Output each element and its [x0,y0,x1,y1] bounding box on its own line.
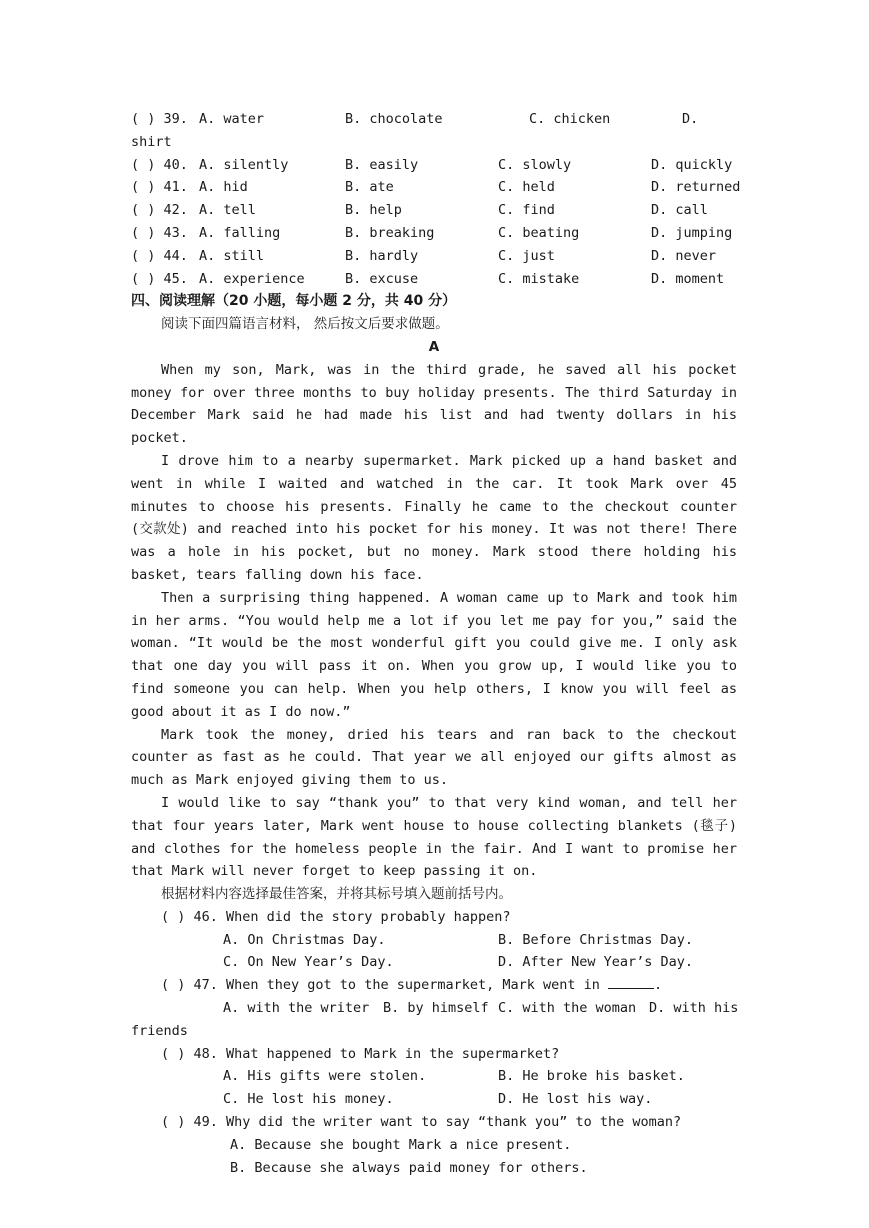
option-a: A. hid [199,179,248,196]
option-b: B. chocolate [345,111,443,127]
cloze-row-44 [131,245,737,268]
option-c: C. On New Year’s Day. [223,954,394,971]
option-c: C. with the woman [498,1000,637,1017]
cloze-row-45 [131,268,737,291]
question-49 [131,1111,737,1134]
question-48-options-row1 [131,1065,737,1088]
option-a: A. experience [199,270,305,287]
option-d: D. call [651,202,708,219]
section-instruction: 阅读下面四篇语言材料， 然后按文后要求做题。 [161,316,449,333]
option-b: B. breaking [345,224,435,241]
paragraph: I would like to say “thank you” to that very kind woman, and tell her that four years later, Mark went house to house collecting blankets (毯子) and clothes for the homeless people in the fair. And I want to promise her that Mark will never forget to keep passing it on. [131,794,737,880]
question-number: ( ) 42. [131,202,188,219]
option-b: B. excuse [345,270,419,287]
question-stem: ( ) 46. When did the story probably happen? [161,908,511,925]
question-stem: ( ) 47. When they got to the supermarket, Mark went in [161,977,600,994]
option-c: C. mistake [498,270,580,287]
question-number: ( ) 41. [131,179,188,196]
answer-blank [608,974,654,989]
question-47-options [131,997,737,1020]
passage-label: A [428,338,440,355]
option-c: C. beating [498,224,580,241]
cloze-row-41 [131,176,741,199]
option-a: A. His gifts were stolen. [223,1068,427,1085]
option-d: D. with his [649,1000,739,1017]
option-d: D. quickly [651,156,733,173]
option-a: A. with the writer [223,1000,370,1017]
cloze-row-43 [131,222,737,245]
question-49-option-a-row [131,1134,737,1157]
cloze-row-39 [131,108,737,131]
paragraph: I drove him to a nearby supermarket. Mark picked up a hand basket and went in while I waited and watched in the car. It took Mark over 45 minutes to choose his presents. Finally he came to the checkout counter (交款处) and reached into his pocket for his money. It was not there! There was a hole in his pocket, but no money. Mark stood there holding his basket, tears falling down his face. [131,452,737,583]
option-d: D. moment [651,270,725,287]
option-b: B. help [345,202,402,219]
question-47 [131,974,737,997]
option-b: B. hardly [345,247,419,264]
option-a: A. On Christmas Day. [223,931,386,948]
question-stem: ( ) 49. Why did the writer want to say “thank you” to the woman? [161,1114,682,1131]
question-number: ( ) 43. [131,224,188,241]
paragraph: Mark took the money, dried his tears and ran back to the checkout counter as fast as he could. That year we all enjoyed our gifts almost as much as Mark enjoyed giving them to us. [131,726,737,789]
question-48-options-row2 [131,1088,737,1111]
option-a: A. still [199,247,265,264]
option-a: A. water [199,111,265,127]
question-46-options-row1 [131,929,737,952]
option-c: C. find [498,202,555,219]
option-b: B. Before Christmas Day. [498,931,694,948]
option-d: D. never [651,247,717,264]
option-a: A. falling [199,224,281,241]
option-b: B. He broke his basket. [498,1068,685,1085]
cloze-options [131,108,741,290]
option-d-wrap: shirt [131,133,172,150]
option-c: C. held [498,179,555,196]
cloze-row-42 [131,199,737,222]
option-a: A. Because she bought Mark a nice present. [230,1136,572,1153]
question-instruction: 根据材料内容选择最佳答案，并将其标号填入题前括号内。 [161,886,512,903]
question-number: ( ) 39. [131,111,188,127]
question-48 [131,1043,737,1066]
option-c: C. slowly [498,156,572,173]
option-a: A. tell [199,202,256,219]
option-b: B. by himself [383,1000,489,1017]
section-title: 四、阅读理解（20 小题，每小题 2 分，共 40 分） [131,293,457,310]
paragraph: Then a surprising thing happened. A woman came up to Mark and took him in her arms. “You would help me a lot if you let me pay for you,” said the woman. “It would be the most wonderful gift you could give me. I only ask that one day you will pass it on. When you grow up, I would like you to find someone you can help. When you help others, I know you will feel as good about it as I do now.” [131,589,737,720]
question-46-options-row2 [131,951,737,974]
exam-page [131,108,741,1179]
question-number: ( ) 40. [131,156,188,173]
option-d: D. After New Year’s Day. [498,954,694,971]
option-c: C. chicken [529,111,611,127]
option-b: B. Because she always paid money for others. [230,1159,588,1176]
question-49-option-b-row [131,1157,737,1180]
question-number: ( ) 44. [131,247,188,264]
option-d: D. He lost his way. [498,1091,653,1108]
option-d: D. returned [651,179,741,196]
option-a: A. silently [199,156,289,173]
option-d: D. jumping [651,224,733,241]
option-b: B. easily [345,156,419,173]
passage-text [131,359,737,883]
paragraph: When my son, Mark, was in the third grade, he saved all his pocket money for over three months to buy holiday presents. The third Saturday in December Mark said he had made his list and had twenty dollars in his pocket. [131,361,737,447]
option-d: D. [682,111,699,127]
option-c: C. He lost his money. [223,1091,394,1108]
cloze-row-40 [131,154,737,177]
option-c: C. just [498,247,555,264]
question-46 [131,906,737,929]
question-stem: ( ) 48. What happened to Mark in the supermarket? [161,1045,560,1062]
option-d-wrap: friends [131,1022,188,1039]
question-number: ( ) 45. [131,270,188,287]
option-b: B. ate [345,179,394,196]
stem-end: . [654,977,663,994]
